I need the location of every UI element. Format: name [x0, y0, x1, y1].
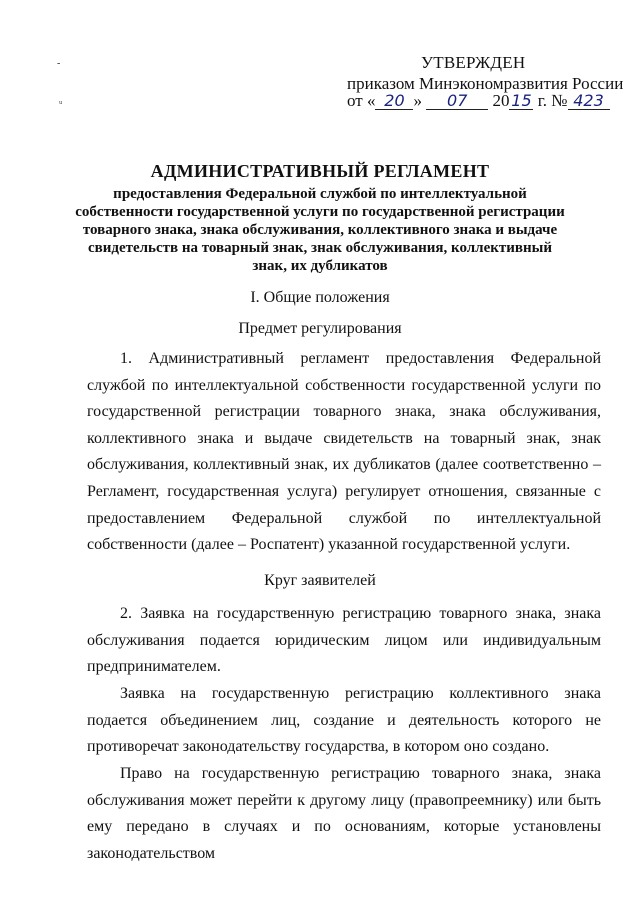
subsection-heading: Круг заявителей: [264, 572, 376, 589]
handwritten-year: 15: [511, 91, 532, 110]
margin-mark: -: [57, 58, 61, 69]
handwritten-month: 07: [426, 93, 488, 110]
approved-heading: УТВЕРЖДЕН: [421, 53, 526, 72]
paragraph: 2. Заявка на государственную регистрацию товарного знака, знака обслуживания подается юридическим лицом или индивидуальным предпринимателем.: [87, 605, 601, 676]
paragraph: 1. Административный регламент предоставления Федеральной службой по интеллектуальной собственности государственной услуги по государственной регистрации товарного знака, знака обслуживания, коллективного знака и выдаче свидетельств на товарный знак, знак обслуживания, коллективный знак, их дубликатов (далее соответственно – Регламент, государственная услуга) регулирует отношения, связанные с предоставлением Федеральной службой по интеллектуальной собственности (далее – Роспатент) указанной государственной услуги.: [87, 350, 601, 554]
paragraph: Заявка на государственную регистрацию коллективного знака подается объединением лиц, создание и деятельность которого не противоречат законодательству государства, в котором оно создано.: [87, 685, 601, 756]
order-date-line: [347, 91, 610, 111]
margin-mark: ᵤ: [59, 95, 63, 106]
year-prefix: 20: [492, 91, 510, 110]
year-end: г. №: [537, 91, 568, 110]
section-heading: I. Общие положения: [250, 289, 390, 306]
approval-stamp: [0, 0, 640, 120]
document-title: АДМИНИСТРАТИВНЫЙ РЕГЛАМЕНТ: [150, 161, 490, 181]
subsection-heading: Предмет регулирования: [238, 320, 402, 337]
date-mid: »: [413, 91, 422, 110]
paragraph: Право на государственную регистрацию товарного знака, знака обслуживания может перейти к другому лицу (правопреемнику) или быть ему передано в случаях и по основаниям, которые установлены законодательством: [87, 765, 601, 862]
date-prefix: от «: [347, 91, 376, 110]
handwritten-day: 20: [375, 93, 413, 110]
handwritten-order-number: 423: [568, 93, 610, 110]
order-line: приказом Минэкономразвития России: [347, 74, 624, 93]
document-subtitle: предоставления Федеральной службой по интеллектуальной собственности государственной услуги по государственной регистрации товарного знака, знака обслуживания, коллективного знака и выдаче свидетельств на товарный знак, знак обслуживания, коллективный знак, их дубликатов: [75, 186, 565, 274]
